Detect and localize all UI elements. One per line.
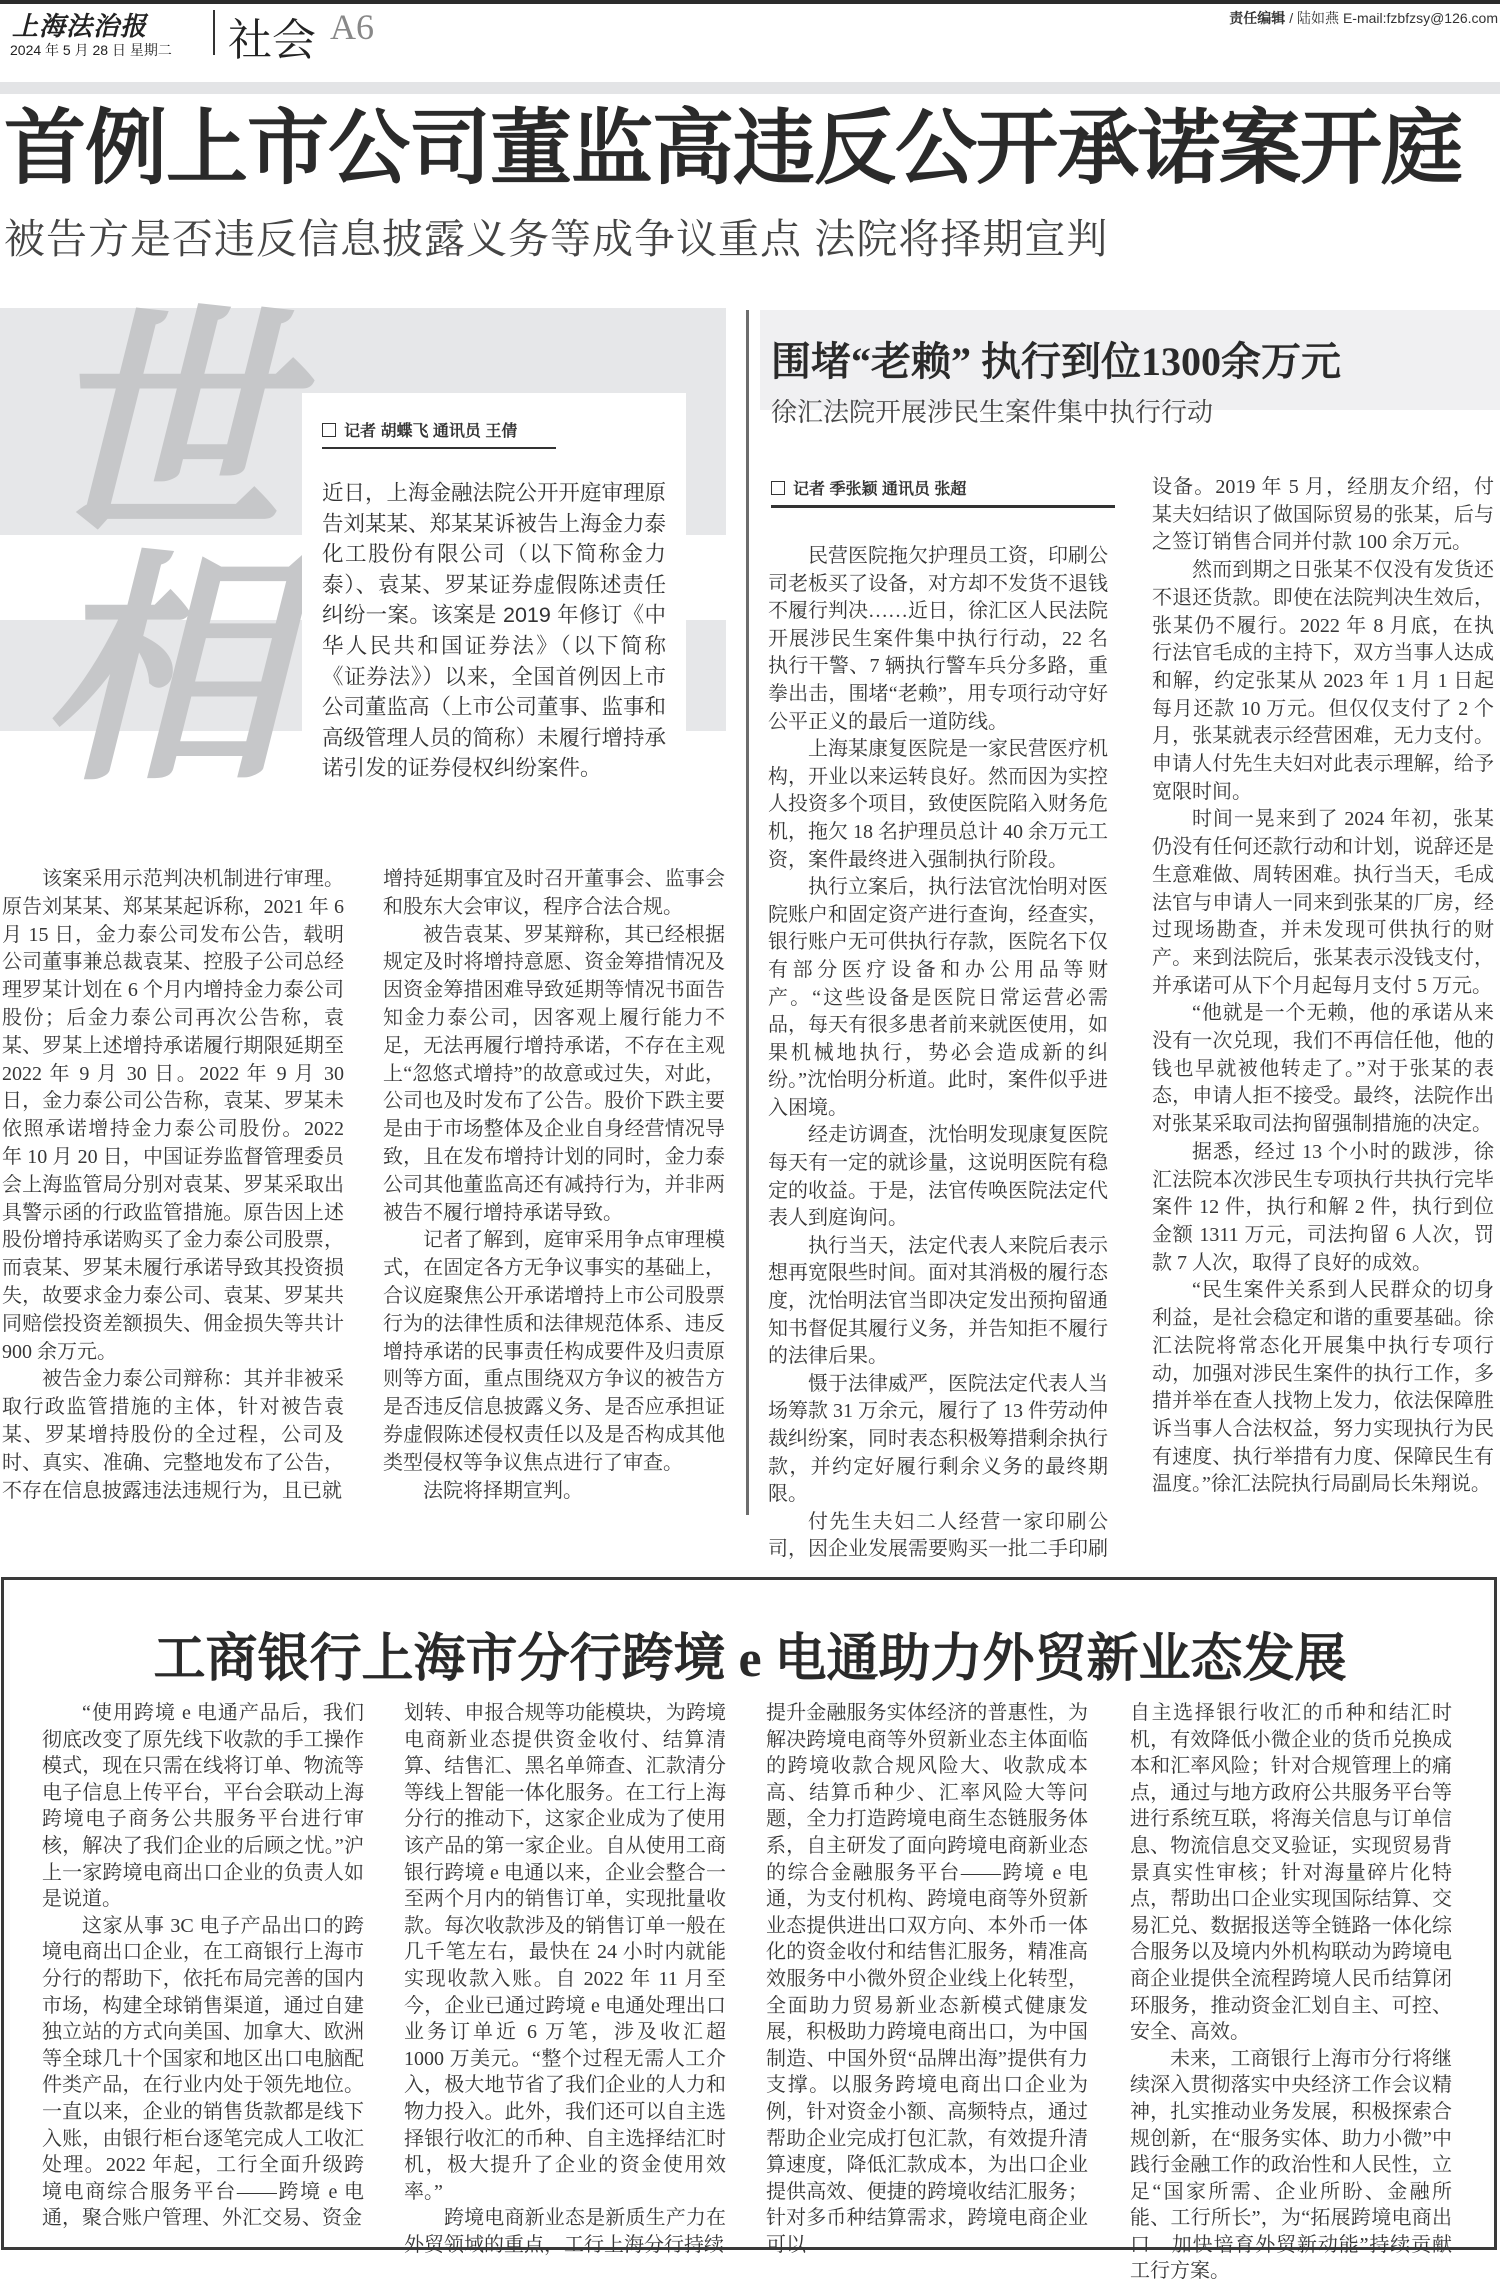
- issue-date: 2024 年 5 月 28 日 星期二: [10, 42, 172, 58]
- column-label-calligraphy: 世相: [5, 296, 276, 786]
- paragraph: 慑于法律威严，医院法定代表人当场筹款 31 万余元，履行了 13 件劳动仲裁纠纷案，同时表态积极筹措剩余执行款，并约定好履行剩余义务的最终期限。: [768, 1372, 1108, 1506]
- paragraph: 法院将择期宣判。: [423, 1479, 583, 1502]
- paragraph: 被告袁某、罗某辩称，其已经根据规定及时将增持意愿、资金筹措情况及因资金筹措困难导致延期等情况书面告知金力泰公司，因客观上履行能力不足，无法再履行增持承诺，不存在主观上“忽悠式增持”的故意或过失，对此，公司也及时发布了公告。股价下跌主要是由于市场整体及企业自身经营情况导致，且在发布增持计划的同时，金力泰公司其他董监高还有减持行为，并非两被告不履行增持承诺导致。: [383, 923, 725, 1224]
- paragraph: 执行立案后，执行法官沈怡明对医院账户和固定资产进行查询，经查实，银行账户无可供执行存款，医院名下仅有部分医疗设备和办公用品等财产。“这些设备是医院日常运营必需品，每天有很多患者前来就医使用，如果机械地执行，势必会造成新的纠纷。”沈怡明分析道。此时，案件似乎进入困境。: [768, 876, 1108, 1119]
- paragraph: “他就是一个无赖，他的承诺从来没有一次兑现，我们不再信任他，他的钱也早就被他转走了。”对于张某的表态，申请人拒不接受。最终，法院作出对张某采取司法拘留强制措施的决定。: [1152, 1002, 1494, 1136]
- lead-subhead: 被告方是否违反信息披露义务等成争议重点 法院将择期宣判: [4, 216, 1109, 262]
- byline-text: 记者 胡蝶飞 通讯员 王倩: [344, 423, 518, 440]
- second-subhead: 徐汇法院开展涉民生案件集中执行行动: [771, 397, 1214, 427]
- paragraph: 划转、申报合规等功能模块，为跨境电商新业态提供资金收付、结算清算、结售汇、黑名单筛查、汇款清分等线上智能一体化服务。在工行上海分行的推动下，这家企业成为了使用该产品的第一家企业。自从使用工商银行跨境 e 电通以来，企业会整合一至两个月内的销售订单，实现批量收款。每次收款涉及的销售订单一般在几千笔左右，最快在 24 小时内就能实现收款入账。自 2022 年 11 月至今，企业已通过跨境 e 电通处理出口业务订单近 6 万笔，涉及收汇超 1000 万美元。“整个过程无需人工介入，极大地节省了我们企业的人力和物力投入。此外，我们还可以自主选择银行收汇的币种、自主选择结汇时机，极大提升了企业的资金使用效率。”: [404, 1702, 726, 2203]
- feature-column-1: [42, 1700, 364, 2232]
- paragraph: 记者了解到，庭审采用争点审理模式，在固定各方无争议事实的基础上，合议庭聚焦公开承诺增持上市公司股票行为的法律性质和法律规范体系、违反增持承诺的民事责任构成要件及归责原则等方面，重点围绕双方争议的被告方是否违反信息披露义务、是否应承担证券虚假陈述侵权责任以及是否构成其他类型侵权等争议焦点进行了审查。: [383, 1229, 725, 1474]
- paragraph: 执行当天，法定代表人来院后表示想再宽限些时间。面对其消极的履行态度，沈怡明法官当即决定发出预拘留通知书督促其履行义务，并告知拒不履行的法律后果。: [768, 1234, 1108, 1368]
- paragraph: 未来，工商银行上海市分行将继续深入贯彻落实中央经济工作会议精神，扎实推动业务发展，积极探索合规创新，在“服务实体、助力小微”中践行金融工作的政治性和人民性，立足“国家所需、企业所盼、金融所能、工行所长”，为“拓展跨境电商出口 加快培育外贸新动能”持续贡献工行方案。: [1130, 2047, 1452, 2283]
- paragraph: 提升金融服务实体经济的普惠性，为解决跨境电商等外贸新业态主体面临的跨境收款合规风险大、收款成本高、结算币种少、汇率风险大等问题，全力打造跨境电商生态链服务体系，自主研发了面向跨境电商新业态的综合金融服务平台——跨境 e 电通，为支付机构、跨境电商等外贸新业态提供进出口双方向、本外币一体化的资金收付和结售汇服务，精准高效服务中小微外贸企业线上化转型，全面助力贸易新业态新模式健康发展，积极助力跨境电商出口，为中国制造、中国外贸“品牌出海”提供有力支撑。以服务跨境电商出口企业为例，针对资金小额、高频特点，通过帮助企业完成打包汇款，有效提升清算速度，降低汇款成本，为出口企业提供高效、便捷的跨境收结汇服务；针对多币种结算需求，跨境电商企业可以: [766, 1702, 1088, 2256]
- paragraph: 经走访调查，沈怡明发现康复医院每天有一定的就诊量，这说明医院有稳定的收益。于是，法官传唤医院法定代表人到庭询问。: [768, 1124, 1108, 1230]
- square-icon: [322, 423, 336, 437]
- section-name: 社会: [228, 16, 316, 65]
- lead-headline: 首例上市公司董监高违反公开承诺案开庭: [4, 103, 1463, 194]
- editor-label: 责任编辑: [1229, 10, 1286, 26]
- paragraph: 上海某康复医院是一家民营医疗机构，开业以来运转良好。然而因为实控人投资多个项目，致使医院陷入财务危机，拖欠 18 名护理员总计 40 余万元工资，案件最终进入强制执行阶段。: [768, 738, 1108, 871]
- square-icon: [771, 481, 785, 495]
- masthead-divider: [213, 10, 215, 55]
- column-divider: [746, 310, 749, 1515]
- paragraph: 然而到期之日张某不仅没有发货还不退还货款。即使在法院判决生效后，张某仍不履行。2022 年 8 月底，在执行法官毛成的主持下，双方当事人达成和解，约定张某从 2023 年 1 月 1 日起每月还款 10 万元。但仅仅支付了 2 个月，张某就表示经营困难，无力支付。申请人付先生夫妇对此表示理解，给予宽限时间。: [1152, 559, 1494, 803]
- lead-paragraph: 近日，上海金融法院公开开庭审理原告刘某某、郑某某诉被告上海金力泰化工股份有限公司（以下简称金力泰）、袁某、罗某证券虚假陈述责任纠纷一案。该案是 2019 年修订《中华人民共和国证券法》（以下简称《证券法》）以来，全国首例因上市公司董监高（上市公司董事、监事和高级管理人员的简称）未履行增持承诺引发的证券侵权纠纷案件。: [322, 481, 667, 781]
- page-number: A6: [330, 7, 374, 47]
- paragraph: 被告金力泰公司辩称：其并非被采取行政监管措施的主体，针对被告袁某、罗某增持股份的全过程，公司及时、真实、准确、完整地发布了公告，不存在信息披露违法违规行为，且已就: [2, 1368, 344, 1502]
- paragraph: 付先生夫妇二人经营一家印刷公司，因企业发展需要购买一批二手印刷: [768, 1510, 1108, 1561]
- paragraph: 该案采用示范判决机制进行审理。原告刘某某、郑某某起诉称，2021 年 6 月 15 日，金力泰公司发布公告，载明公司董事兼总裁袁某、控股子公司总经理罗某计划在 6 个月内增持金力泰公司股份；后金力泰公司再次公告称，袁某、罗某上述增持承诺履行期限延期至 2022 年 9 月 30 日。2022 年 9 月 30 日，金力泰公司公告称，袁某、罗某未依照承诺增持金力泰公司股份。2022 年 10 月 20 日，中国证券监督管理委员会上海监管局分别对袁某、罗某采取出具警示函的行政监管措施。原告因上述股份增持承诺购买了金力泰公司股票，而袁某、罗某未履行承诺导致其投资损失，故要求金力泰公司、袁某、罗某共同赔偿投资差额损失、佣金损失等共计 900 余万元。: [2, 868, 344, 1363]
- editor-credit: [1229, 8, 1498, 28]
- feature-column-3: [766, 1700, 1088, 2258]
- paragraph: 自主选择银行收汇的币种和结汇时机，有效降低小微企业的货币兑换成本和汇率风险；针对合规管理上的痛点，通过与地方政府公共服务平台等进行系统互联，将海关信息与订单信息、物流信息交叉验证，实现贸易背景真实性审核；针对海量碎片化特点，帮助出口企业实现国际结算、交易汇兑、数据报送等全链路一体化综合服务以及境内外机构联动为跨境电商企业提供全流程跨境人民币结算闭环服务，推动资金汇划自主、可控、安全、高效。: [1130, 1702, 1452, 2044]
- paragraph: “民生案件关系到人民群众的切身利益，是社会稳定和谐的重要基础。徐汇法院将常态化开展集中执行专项行动，加强对涉民生案件的执行工作，多措并举在查人找物上发力，依法保障胜诉当事人合法权益，努力实现执行为民有速度、执行举措有力度、保障民生有温度。”徐汇法院执行局副局长朱翔说。: [1152, 1279, 1494, 1496]
- byline-text: 记者 季张颖 通讯员 张超: [793, 481, 967, 498]
- second-byline: [771, 476, 1115, 508]
- top-rule: [0, 0, 1500, 4]
- paragraph: 这家从事 3C 电子产品出口的跨境电商出口企业，在工商银行上海市分行的帮助下，依托布局完善的国内市场，构建全球销售渠道，通过自建独立站的方式向美国、加拿大、欧洲等全球几十个国家和地区出口电脑配件类产品，在行业内处于领先地位。一直以来，企业的销售货款都是线下入账，由银行柜台逐笔完成人工收汇处理。2022 年起，工行全面升级跨境电商综合服务平台——跨境 e 电通，聚合账户管理、外汇交易、资金: [42, 1914, 364, 2230]
- second-headline: 围堵“老赖” 执行到位1300余万元: [771, 339, 1341, 384]
- paragraph: 时间一晃来到了 2024 年初，张某仍没有任何还款行动和计划，说辞还是生意难做、周转困难。执行当天，毛成法官与申请人一同来到张某的厂房，经过现场勘查，并未发现可供执行的财产。来到法院后，张某表示没钱支付，并承诺可从下个月起每月支付 5 万元。: [1152, 808, 1494, 997]
- feature-column-2: [404, 1700, 726, 2258]
- lead-byline: [322, 418, 556, 449]
- feature-headline: 工商银行上海市分行跨境 e 电通助力外贸新业态发展: [153, 1631, 1347, 1688]
- second-column-2: [1152, 474, 1494, 1499]
- editor-name: / 陆如燕: [1289, 10, 1340, 26]
- editor-email: E-mail:fzbfzsy@126.com: [1342, 10, 1498, 26]
- second-column-1: [768, 543, 1108, 1564]
- paragraph: 跨境电商新业态是新质生产力在外贸领域的重点，工行上海分行持续: [404, 2207, 726, 2256]
- paragraph: 据悉，经过 13 个小时的跋涉，徐汇法院本次涉民生专项执行共执行完毕案件 12 件，执行和解 2 件，执行到位金额 1311 万元，司法拘留 6 人次，罚款 7 人次，取得了良好的成效。: [1152, 1140, 1494, 1274]
- paragraph: 设备。2019 年 5 月，经朋友介绍，付某夫妇结识了做国际贸易的张某，后与之签订销售合同并付款 100 余万元。: [1152, 476, 1494, 554]
- newspaper-logo: 上海法治报: [12, 12, 148, 41]
- lead-column-1: [2, 866, 344, 1505]
- feature-column-4: [1130, 1700, 1452, 2285]
- paragraph: 增持延期事宜及时召开董事会、监事会和股东大会审议，程序合法合规。: [383, 868, 725, 918]
- paragraph: 民营医院拖欠护理员工资，印刷公司老板买了设备，对方却不发货不退钱不履行判决……近日，徐汇区人民法院开展涉民生案件集中执行行动，22 名执行干警、7 辆执行警车兵分多路，重拳出击，围堵“老赖”，用专项行动守好公平正义的最后一道防线。: [768, 545, 1108, 733]
- header-band: [0, 82, 1500, 94]
- lead-column-2: [383, 866, 725, 1505]
- paragraph: “使用跨境 e 电通产品后，我们彻底改变了原先线下收款的手工操作模式，现在只需在线将订单、物流等电子信息上传平台，平台会联动上海跨境电子商务公共服务平台进行审核，解决了我们企业的后顾之忧。”沪上一家跨境电商出口企业的负责人如是说道。: [42, 1702, 364, 1911]
